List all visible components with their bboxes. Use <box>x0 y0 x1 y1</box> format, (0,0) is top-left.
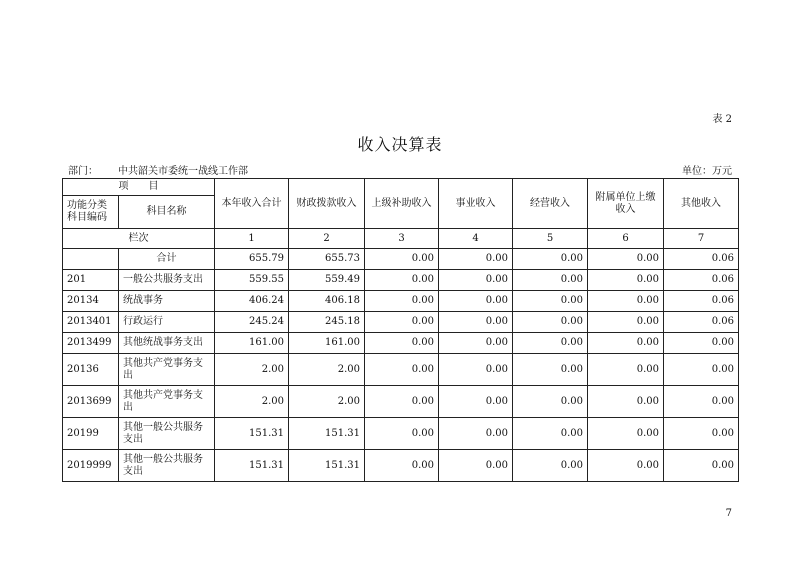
unit-label: 单位：万元 <box>682 166 732 177</box>
row-code: 201 <box>63 270 119 291</box>
row-value: 0.00 <box>439 312 513 333</box>
row-code: 2013699 <box>63 386 119 418</box>
header-fiscal: 财政拨款收入 <box>289 179 365 229</box>
row-value: 2.00 <box>215 354 289 386</box>
row-value: 0.00 <box>513 450 588 482</box>
row-value: 2.00 <box>289 354 365 386</box>
lane-label: 栏次 <box>63 229 215 249</box>
row-value: 406.24 <box>215 291 289 312</box>
row-code: 20136 <box>63 354 119 386</box>
row-value: 655.73 <box>289 249 365 270</box>
row-value: 0.06 <box>664 270 739 291</box>
row-value: 151.31 <box>215 418 289 450</box>
row-value: 0.00 <box>365 450 439 482</box>
row-code <box>63 249 119 270</box>
row-value: 0.00 <box>513 418 588 450</box>
row-value: 0.00 <box>365 270 439 291</box>
row-value: 0.00 <box>588 270 664 291</box>
row-value: 0.00 <box>439 354 513 386</box>
row-value: 0.00 <box>513 312 588 333</box>
row-value: 0.00 <box>513 354 588 386</box>
lane-number: 4 <box>439 229 513 249</box>
lane-number: 2 <box>289 229 365 249</box>
row-value: 0.00 <box>513 270 588 291</box>
row-subject-name: 一般公共服务支出 <box>119 270 215 291</box>
row-value: 559.55 <box>215 270 289 291</box>
row-value: 151.31 <box>289 450 365 482</box>
row-value: 0.06 <box>664 249 739 270</box>
row-value: 151.31 <box>289 418 365 450</box>
row-value: 245.18 <box>289 312 365 333</box>
lane-number: 7 <box>664 229 739 249</box>
row-value: 0.00 <box>664 450 739 482</box>
row-subject-name: 其他共产党事务支出 <box>119 354 215 386</box>
row-value: 0.06 <box>664 291 739 312</box>
header-operating: 经营收入 <box>513 179 588 229</box>
row-value: 0.00 <box>439 450 513 482</box>
header-other: 其他收入 <box>664 179 739 229</box>
department-label: 部门： <box>68 166 98 177</box>
row-value: 161.00 <box>289 333 365 354</box>
row-value: 0.00 <box>588 312 664 333</box>
row-code: 20134 <box>63 291 119 312</box>
page-number: 7 <box>725 508 732 519</box>
row-value: 0.00 <box>365 333 439 354</box>
table-row <box>63 312 739 333</box>
lane-number: 3 <box>365 229 439 249</box>
table-row <box>63 354 739 386</box>
department-name: 中共韶关市委统一战线工作部 <box>118 166 248 177</box>
row-code: 2019999 <box>63 450 119 482</box>
row-code: 20199 <box>63 418 119 450</box>
row-value: 0.00 <box>365 354 439 386</box>
row-value: 0.00 <box>588 249 664 270</box>
row-value: 0.00 <box>439 270 513 291</box>
table-number: 表 2 <box>712 114 732 125</box>
row-value: 0.00 <box>365 291 439 312</box>
row-value: 406.18 <box>289 291 365 312</box>
row-value: 2.00 <box>215 386 289 418</box>
row-subject-name: 合计 <box>119 249 215 270</box>
page-title: 收入决算表 <box>357 135 443 154</box>
lane-number: 5 <box>513 229 588 249</box>
row-subject-name: 其他共产党事务支出 <box>119 386 215 418</box>
row-value: 0.00 <box>365 386 439 418</box>
row-value: 0.00 <box>664 333 739 354</box>
row-value: 0.00 <box>439 386 513 418</box>
row-value: 0.00 <box>664 418 739 450</box>
row-value: 0.00 <box>588 418 664 450</box>
header-subsidy: 上级补助收入 <box>365 179 439 229</box>
row-code: 2013401 <box>63 312 119 333</box>
row-value: 0.00 <box>439 291 513 312</box>
row-value: 0.00 <box>513 249 588 270</box>
row-value: 0.00 <box>439 333 513 354</box>
header-row-1 <box>63 179 739 196</box>
row-subject-name: 统战事务 <box>119 291 215 312</box>
row-subject-name: 其他一般公共服务支出 <box>119 418 215 450</box>
row-value: 0.00 <box>588 291 664 312</box>
row-value: 0.00 <box>513 291 588 312</box>
row-value: 655.79 <box>215 249 289 270</box>
row-subject-name: 行政运行 <box>119 312 215 333</box>
table-row <box>63 249 739 270</box>
row-value: 0.00 <box>588 333 664 354</box>
income-table <box>62 178 739 482</box>
row-code: 2013499 <box>63 333 119 354</box>
table-row <box>63 450 739 482</box>
header-func-code: 功能分类科目编码 <box>63 196 119 229</box>
row-value: 151.31 <box>215 450 289 482</box>
table-row <box>63 291 739 312</box>
table-row <box>63 333 739 354</box>
row-value: 2.00 <box>289 386 365 418</box>
row-value: 245.24 <box>215 312 289 333</box>
row-value: 0.00 <box>588 354 664 386</box>
row-value: 0.00 <box>513 333 588 354</box>
lane-number: 1 <box>215 229 289 249</box>
table-row <box>63 418 739 450</box>
row-value: 0.00 <box>513 386 588 418</box>
lane-row <box>63 229 739 249</box>
row-value: 0.06 <box>664 312 739 333</box>
header-attached: 附属单位上缴收入 <box>588 179 664 229</box>
row-value: 0.00 <box>664 354 739 386</box>
row-value: 0.00 <box>365 249 439 270</box>
row-value: 0.00 <box>365 312 439 333</box>
row-value: 0.00 <box>664 386 739 418</box>
table-row <box>63 386 739 418</box>
row-value: 0.00 <box>439 249 513 270</box>
header-total: 本年收入合计 <box>215 179 289 229</box>
lane-number: 6 <box>588 229 664 249</box>
table-row <box>63 270 739 291</box>
header-business: 事业收入 <box>439 179 513 229</box>
row-value: 161.00 <box>215 333 289 354</box>
row-value: 559.49 <box>289 270 365 291</box>
row-value: 0.00 <box>588 450 664 482</box>
row-value: 0.00 <box>588 386 664 418</box>
header-item: 项 目 <box>63 179 215 196</box>
row-value: 0.00 <box>439 418 513 450</box>
row-subject-name: 其他统战事务支出 <box>119 333 215 354</box>
header-subject-name: 科目名称 <box>119 196 215 229</box>
row-subject-name: 其他一般公共服务支出 <box>119 450 215 482</box>
row-value: 0.00 <box>365 418 439 450</box>
